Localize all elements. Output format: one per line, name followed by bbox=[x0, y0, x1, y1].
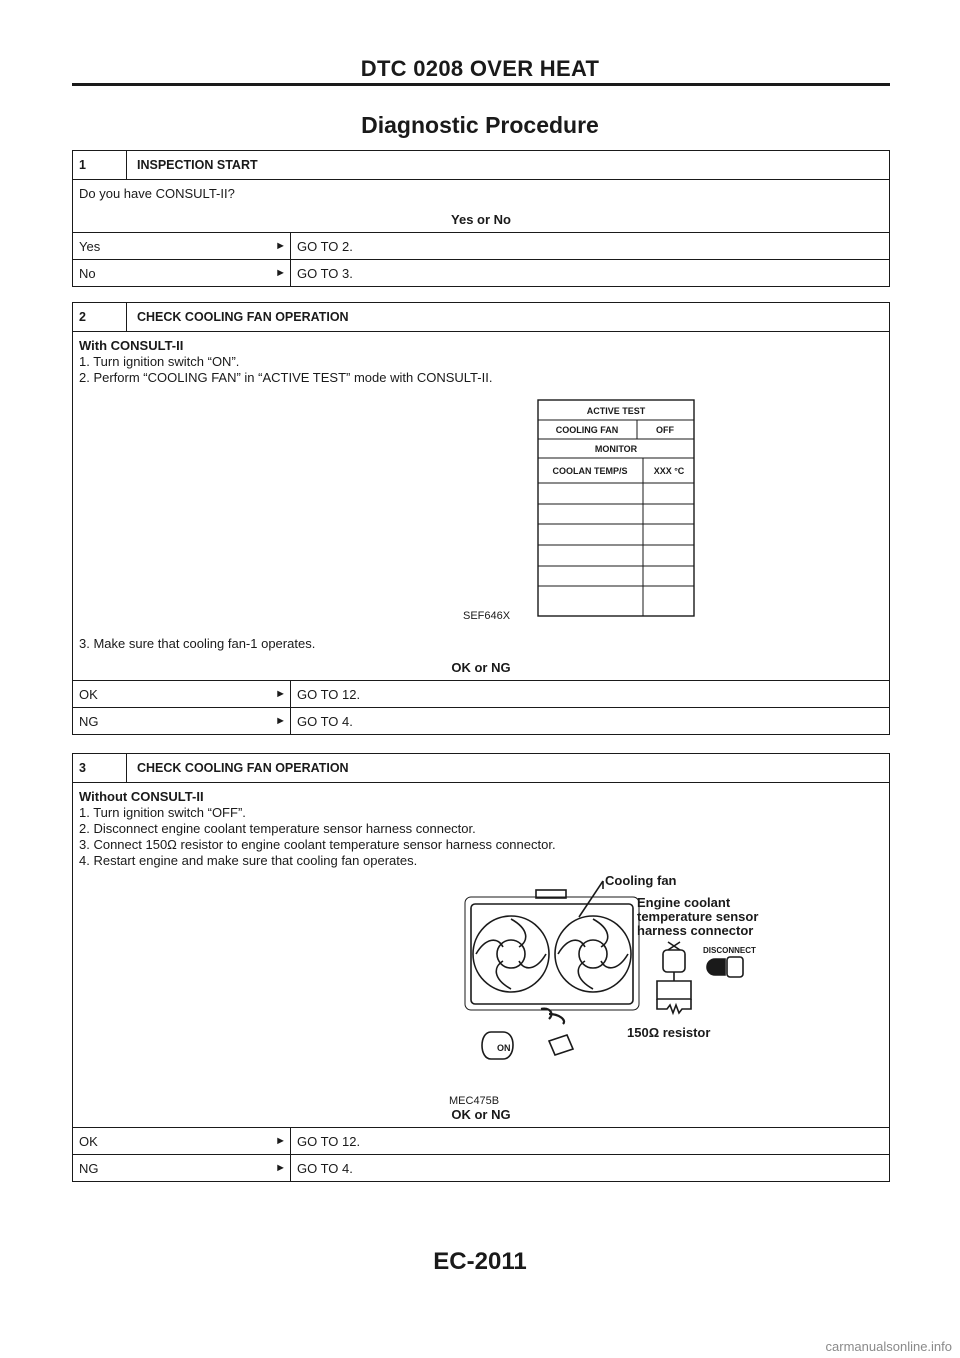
step-3-header bbox=[73, 754, 889, 783]
screen-row2-label: COOLAN TEMP/S bbox=[552, 466, 628, 476]
step-1-number: 1 bbox=[73, 151, 127, 179]
label-sensor-1: Engine coolant bbox=[637, 895, 731, 910]
fan-2-icon bbox=[555, 916, 631, 992]
screen-row1-label: COOLING FAN bbox=[555, 425, 619, 435]
step-2-header bbox=[73, 303, 889, 332]
step-3-mode: Without CONSULT-II bbox=[79, 789, 204, 804]
step-2-result-ok bbox=[73, 681, 889, 708]
step-1-title: INSPECTION START bbox=[137, 158, 258, 172]
result-key: NG bbox=[79, 713, 99, 729]
step-3-number: 3 bbox=[73, 754, 127, 782]
step-1-header bbox=[73, 151, 889, 180]
arrow-right-icon: ► bbox=[275, 1162, 286, 1174]
figure-code: MEC475B bbox=[449, 1095, 500, 1107]
section-title: Diagnostic Procedure bbox=[361, 112, 599, 138]
consult-screen-svg bbox=[79, 386, 883, 624]
result-value: GO TO 12. bbox=[297, 1133, 361, 1149]
step-1-body bbox=[73, 180, 889, 233]
step-3-decision: OK or NG bbox=[451, 1107, 511, 1122]
step-2-number: 2 bbox=[73, 303, 127, 331]
result-key: No bbox=[79, 265, 96, 281]
arrow-right-icon: ► bbox=[275, 240, 286, 252]
arrow-right-icon: ► bbox=[275, 715, 286, 727]
step-3-line-2: 2. Disconnect engine coolant temperature sensor harness connector. bbox=[79, 821, 476, 836]
cooling-fan-figure bbox=[79, 869, 883, 1105]
step-3-title: CHECK COOLING FAN OPERATION bbox=[137, 761, 349, 775]
disconnect-icon bbox=[707, 959, 725, 975]
result-value: GO TO 4. bbox=[297, 1160, 353, 1176]
screen-row2-value: XXX °C bbox=[653, 466, 685, 476]
step-3-line-1: 1. Turn ignition switch “OFF”. bbox=[79, 805, 246, 820]
sensor-connector-icon bbox=[663, 950, 685, 972]
label-sensor-3: harness connector bbox=[637, 923, 754, 938]
result-value: GO TO 3. bbox=[297, 265, 353, 281]
step-2-result-ng bbox=[73, 708, 889, 734]
page-number: EC-2011 bbox=[433, 1248, 527, 1275]
screen-monitor: MONITOR bbox=[594, 444, 638, 454]
step-2-line-2: 2. Perform “COOLING FAN” in “ACTIVE TEST” mode with CONSULT-II. bbox=[79, 370, 493, 385]
result-key: NG bbox=[79, 1160, 99, 1176]
step-1-result-yes bbox=[73, 233, 889, 260]
screen-row1-value: OFF bbox=[656, 425, 674, 435]
consult-screen-figure bbox=[79, 386, 883, 624]
resistor-icon bbox=[657, 999, 691, 1013]
page-header-title: DTC 0208 OVER HEAT bbox=[360, 56, 600, 81]
label-sensor-2: temperature sensor bbox=[637, 909, 759, 924]
step-3-box bbox=[72, 753, 890, 1182]
result-key: OK bbox=[79, 686, 98, 702]
label-resistor: 150Ω resistor bbox=[627, 1025, 711, 1040]
step-1-result-no bbox=[73, 260, 889, 286]
step-2-body bbox=[73, 332, 889, 681]
step-3-body bbox=[73, 783, 889, 1128]
arrow-right-icon: ► bbox=[275, 1135, 286, 1147]
result-value: GO TO 4. bbox=[297, 713, 353, 729]
result-key: Yes bbox=[79, 238, 101, 254]
step-3-line-3: 3. Connect 150Ω resistor to engine coolant temperature sensor harness connector. bbox=[79, 837, 556, 852]
step-2-line-3: 3. Make sure that cooling fan-1 operates. bbox=[79, 636, 316, 651]
arrow-right-icon: ► bbox=[275, 267, 286, 279]
step-2-decision: OK or NG bbox=[451, 660, 511, 675]
step-3-result-ok bbox=[73, 1128, 889, 1155]
step-2-line-1: 1. Turn ignition switch “ON”. bbox=[79, 354, 240, 369]
label-on: ON bbox=[497, 1043, 511, 1053]
result-value: GO TO 12. bbox=[297, 686, 361, 702]
step-1-question: Do you have CONSULT-II? bbox=[79, 186, 235, 201]
screen-header: ACTIVE TEST bbox=[586, 406, 646, 416]
watermark: carmanualsonline.info bbox=[825, 1339, 952, 1354]
engine-icon bbox=[549, 1035, 573, 1055]
fan-1-icon bbox=[473, 916, 549, 992]
radiator-frame bbox=[465, 897, 639, 1010]
cooling-fan-svg bbox=[79, 869, 883, 1105]
step-1-decision: Yes or No bbox=[451, 212, 511, 227]
figure-code: SEF646X bbox=[463, 610, 511, 622]
step-2-mode: With CONSULT-II bbox=[79, 338, 184, 353]
result-key: OK bbox=[79, 1133, 98, 1149]
step-2-box bbox=[72, 302, 890, 735]
step-3-result-ng bbox=[73, 1155, 889, 1181]
result-value: GO TO 2. bbox=[297, 238, 353, 254]
header-rule bbox=[72, 83, 890, 86]
step-3-line-4: 4. Restart engine and make sure that cooling fan operates. bbox=[79, 853, 418, 868]
step-2-title: CHECK COOLING FAN OPERATION bbox=[137, 310, 349, 324]
arrow-right-icon: ► bbox=[275, 688, 286, 700]
step-1-box bbox=[72, 150, 890, 287]
label-cooling-fan: Cooling fan bbox=[605, 873, 677, 888]
label-disconnect: DISCONNECT bbox=[703, 946, 756, 955]
